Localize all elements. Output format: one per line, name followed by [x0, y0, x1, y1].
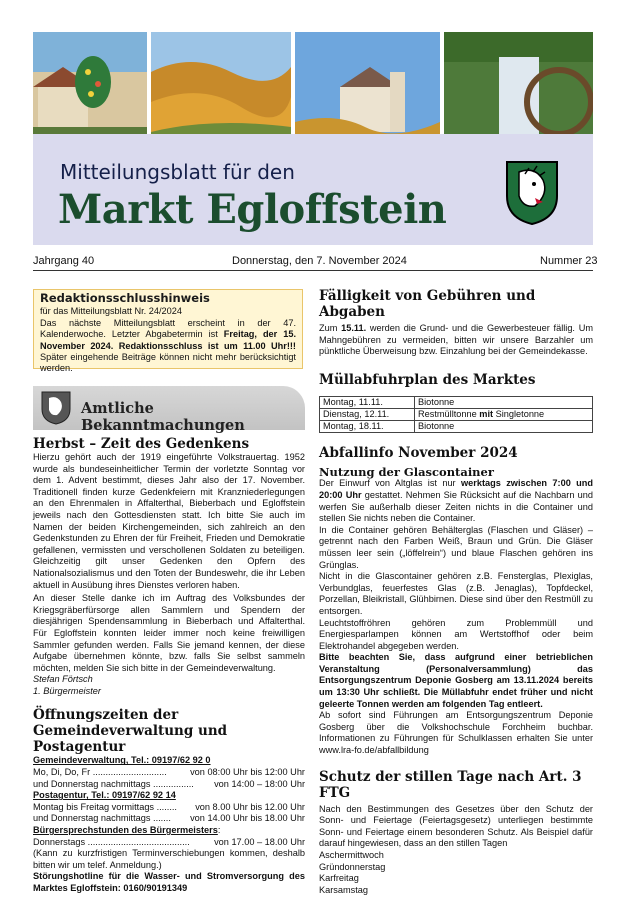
herbst-heading: Herbst – Zeit des Gedenkens	[33, 436, 250, 452]
gv-row-1: Mo, Di, Do, Fr ............................. von 08:00 Uhr bis 12:00 Uhr	[33, 767, 305, 778]
quiet-heading: Schutz der stillen Tage nach Art. 3 FTG	[319, 768, 582, 801]
quiet-day: Karfreitag	[319, 873, 359, 884]
notice-text: Das nächste Mitteilungsblatt erscheint in der 47. Kalenderwoche. Letzter Abgabetermin ist Freitag, der 15. November 2024. Redaktionsschluss ist um 11.00 Uhr!!! Später eingehende Beiträge können nicht mehr berücksichtigt werden.	[40, 317, 296, 374]
official-announcements-banner	[33, 386, 305, 434]
abfall-heading: Abfallinfo November 2024	[319, 444, 518, 461]
issue-number: Nummer 23	[540, 255, 598, 267]
waste-heading: Müllabfuhrplan des Marktes	[319, 371, 536, 388]
pa-label: Postagentur, Tel.: 09197/62 92 14	[33, 790, 176, 801]
signature-title: 1. Bürgermeister	[33, 685, 101, 696]
abfall-paragraph-4: Leuchtstoffröhren gehören zum Problemmüll und Energiesparlampen können am Wertstoffhof oder beim Elektrohandel abgegeben werden.	[319, 617, 593, 651]
hours-heading: Öffnungszeiten der Gemeindeverwaltung und Postagentur	[33, 707, 228, 756]
table-row: Montag, 11.11. Biotonne	[320, 396, 593, 408]
abfall-subheading: Nutzung der Glascontainer	[319, 464, 494, 479]
gv-label: Gemeindeverwaltung, Tel.: 09197/62 92 0	[33, 755, 211, 766]
waste-table	[319, 396, 593, 433]
gv-row-2: und Donnerstag nachmittags ................ von 14:00 – 18:00 Uhr	[33, 778, 305, 789]
quiet-day: Gründonnerstag	[319, 861, 386, 872]
crest-shield-icon	[41, 391, 71, 425]
herbst-paragraph-1: Hierzu gehört auch der 1919 eingeführte Volkstrauertag. 1952 wurde als bundeseinheitlicher Termin der vorletzte Sonntag vor dem 1. Advent bestimmt, dieses Jahr also der 17. November. Traditionell finden kurze Gedenkfeiern mit Kranzniederlegungen an den Ehrenmalen in Affalterthal, Bieberbach und Egloffstein jeweils nach den Gottesdiensten statt. Ich bitte Sie auch im Namen der beiden Kirchengemeinden, sich zahlreich an den Gedenkstunden zu Ehren der für Freiheit, Frieden und Demokratie gefallenen, vermissten und verschollenen Soldaten zu beteiligen. Gleichzeitig gilt unser Gedenken den Opfern des Nationalsozialismus und den Toten der Bundeswehr, die ihr Leben aktuell in Ausübung ihres Dienstes verloren haben.	[33, 452, 305, 590]
coat-of-arms-icon	[505, 160, 559, 226]
abfall-paragraph-3: Nicht in die Glascontainer gehören z.B. Fensterglas, Plexiglas, Verbundglas, feuerfestes Glas (z.B. Jenaglas), Topfdeckel, Porzellan, Bleikristall, Glühbirnen. Diese sind über den Restmüll zu entsorgen.	[319, 571, 593, 616]
abfall-paragraph-1: Der Einwurf von Altglas ist nur werktags zwischen 7:00 und 20:00 Uhr gestattet. Nehmen Sie Rücksicht auf die Nachbarn und werfen Sie außerhalb dieser Zeiten nichts in die Container und stellen Sie nichts neben die Container.	[319, 478, 594, 524]
fees-text: Zum 15.11. werden die Grund- und die Gewerbesteuer fällig. Um Mahngebühren zu vermeiden, bitten wir unsere Barzahler um pünktliche Überweisung bzw. Einzahlung bei der Gemeindekasse.	[319, 323, 593, 357]
masthead-title: Markt Egloffstein	[58, 186, 447, 233]
abfall-paragraph-6: Ab sofort sind Führungen am Entsorgungszentrum Deponie Gosberg über die Volkshochschule Forchheim buchbar. Informationen zu Führungen für Schulklassen erhalten Sie unter www.lra-fo.de/abfallbildung	[319, 710, 593, 756]
abfall-paragraph-2: In die Container gehören Behälterglas (Flaschen und Gläser) – getrennt nach den Farben Weiß, Braun und Grün. Die Gläser müssen leer sein („löffelrein“) und blaue Flaschen gehören ins Grünglas.	[319, 524, 593, 570]
notice-line1: für das Mitteilungsblatt Nr. 24/2024	[40, 306, 182, 317]
signature-name: Stefan Förtsch	[33, 674, 93, 685]
bm-note: (Kann zu kurzfristigen Terminverschiebungen kommen, deshalb bitten wir um telef. Anmeldung.)	[33, 848, 305, 870]
issue-year: Jahrgang 40	[33, 255, 95, 267]
abfall-paragraph-5: Bitte beachten Sie, dass aufgrund einer betrieblichen Veranstaltung (Personalversammlung) das Entsorgungszentrum Deponie Gosberg am 13.11.2024 bereits um 13:30 Uhr schließt. Die Müllabfuhr endet früher und nicht geleerte Tonnen werden am folgenden Tag entleert.	[319, 652, 593, 709]
left-column	[33, 436, 305, 895]
quiet-paragraph: Nach den Bestimmungen des Gesetzes über den Schutz der Sonn- und Feiertage (Feiertagsgesetz) unterliegen bestimmte Sonn- und Feiertage einem besonderen Schutz. Als Beispiel dafür darauf hingewiesen, dass an den stillen Tagen	[319, 803, 593, 849]
bm-row-1: Donnerstags ........................................ von 17.00 – 18.00 Uhr	[33, 836, 305, 847]
pa-row-1: Montag bis Freitag vormittags ........ von 8.00 Uhr bis 12.00 Uhr	[33, 801, 305, 812]
right-column	[319, 288, 593, 896]
notice-heading: Redaktionsschlusshinweis	[40, 291, 210, 305]
quiet-day: Karsamstag	[319, 884, 369, 895]
herbst-paragraph-2: An dieser Stelle danke ich im Auftrag des Volksbundes der Kriegsgräberfürsorge allen Sammlern und Spendern der diesjährigen Spendensammlung in Bieberbach und Affalterthal. Für Egloffstein konnten leider immer noch keine freiwilligen Sammler gefunden werden. Falls Sie jemand kennen, der diese Aufgabe übernehmen könnte, bzw. falls Sie selbst sammeln möchten, melden Sie sich bitte in der Gemeindeverwaltung.	[33, 593, 305, 673]
quiet-day: Aschermittwoch	[319, 850, 384, 860]
banner-label: Amtliche Bekanntmachungen	[81, 400, 245, 434]
masthead-subtitle: Mitteilungsblatt für den	[60, 160, 295, 184]
issue-date: Donnerstag, den 7. November 2024	[232, 255, 407, 267]
fees-heading: Fälligkeit von Gebühren und Abgaben	[319, 288, 536, 320]
table-row: Montag, 18.11. Biotonne	[320, 420, 593, 432]
bm-label: Bürgersprechstunden des Bürgermeisters:	[33, 825, 221, 836]
table-row: Dienstag, 12.11. Restmülltonne mit Singletonne	[320, 408, 593, 420]
deadline-notice	[33, 289, 303, 374]
header-divider	[33, 270, 593, 271]
pa-row-2: und Donnerstag nachmittags ....... von 14.00 Uhr bis 18.00 Uhr	[33, 813, 305, 824]
hotline: Störungshotline für die Wasser- und Stromversorgung des Marktes Egloffstein: 0160/90191349	[33, 871, 305, 893]
